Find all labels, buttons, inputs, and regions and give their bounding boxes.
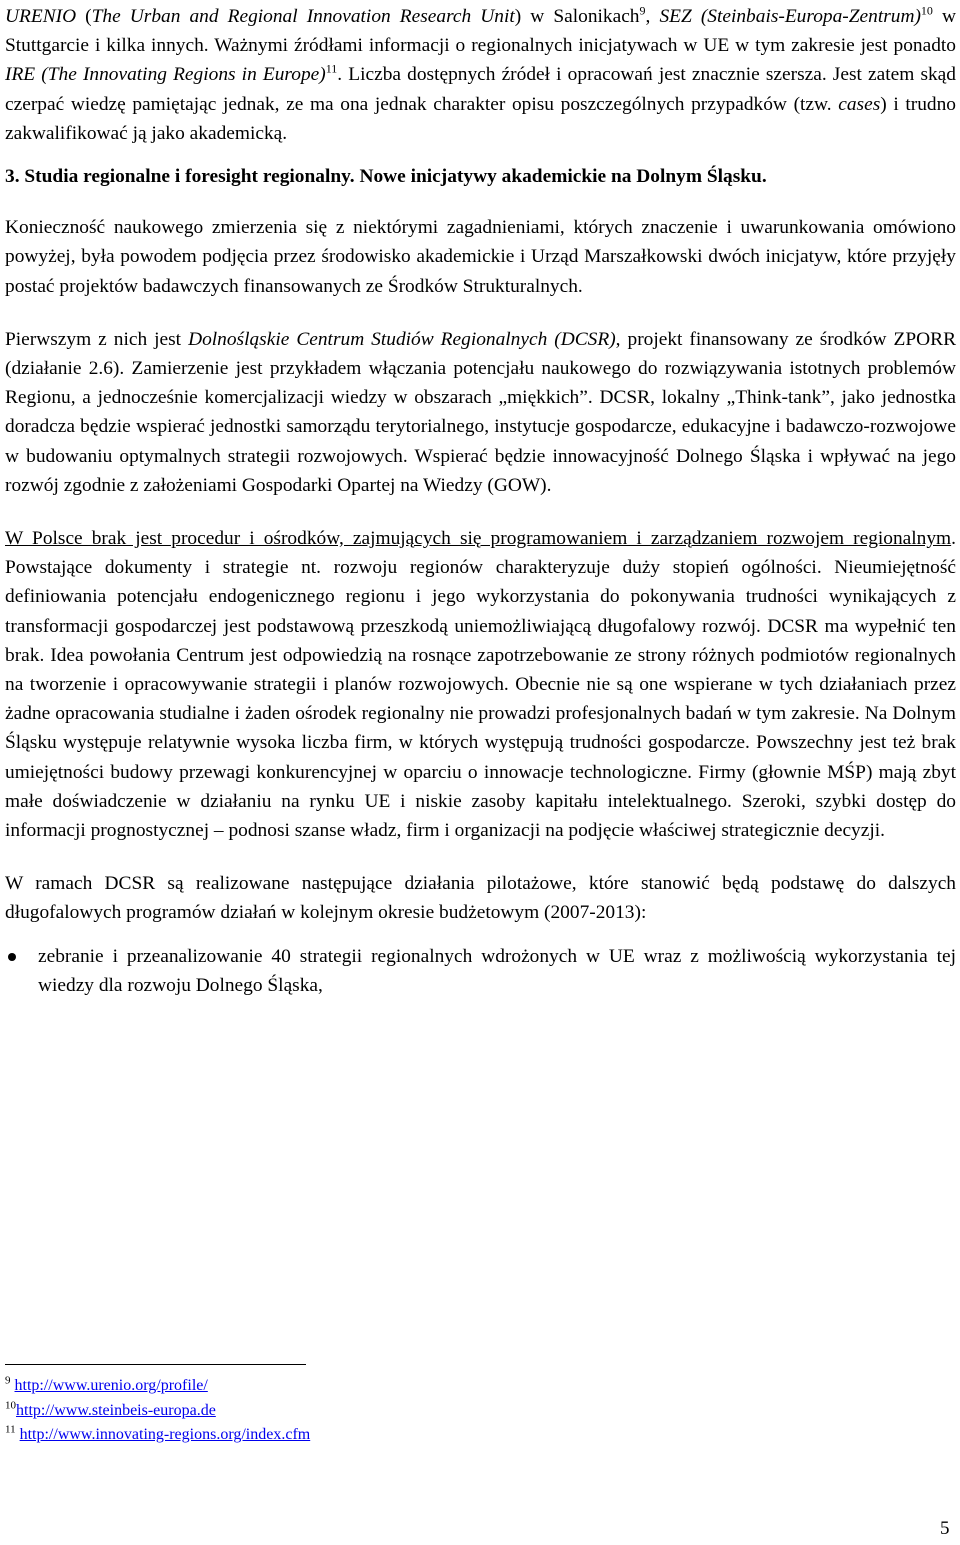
paragraph-poland <box>5 524 956 845</box>
footnote-link[interactable]: http://www.urenio.org/profile/ <box>14 1377 208 1394</box>
footnote-ref-9: 9 <box>639 3 646 18</box>
footnote-number: 9 <box>5 1374 11 1387</box>
text-run: , <box>645 6 660 27</box>
paragraph-pilot-actions: W ramach DCSR są realizowane następujące działania pilotażowe, które stanowić będą podstawę do dalszych długofalowych programów działań w kolejnym okresie budżetowym (2007-2013): <box>5 873 956 924</box>
list-item-text: zebranie i przeanalizowanie 40 strategii regionalnych wdrożonych w UE wraz z możliwością wykorzystania tej wiedzy dla rozwoju Dolnego Śląska, <box>38 945 956 996</box>
bullet-list <box>5 942 956 1000</box>
list-item <box>5 942 956 1000</box>
bullet-icon <box>8 953 16 961</box>
text-run: . Powstające dokumenty i strategie nt. rozwoju regionów charakteryzuje duży stopień ogólności. Nieumiejętność definiowania potencjału endogenicznego regionu i jego wykorzystania do pokonywania trudności wynikających z transformacji gospodarczej jest podstawową przeszkodą uniemożliwiającą długofalowy rozwój. DCSR ma wypełnić ten brak. Idea powołania Centrum jest odpowiedzią na rosnące zapotrzebowanie ze strony różnych podmiotów regionalnych na tworzenie i opracowywanie strategii i planów rozwojowych. Obecnie nie są one wspierane w tych działaniach przez żadne opracowania studialne i żaden ośrodek regionalny nie prowadzi profesjonalnych badań w tym zakresie. Na Dolnym Śląsku występuje relatywnie wysoka liczba firm, w których występują trudności gospodarcze. Powszechny jest też brak umiejętności budowy przewagi konkurencyjnej w oparciu o innowacje technologiczne. Firmy (głownie MŚP) mają zbyt małe doświadczenie w działaniu na rynku UE i niskie zasoby kapitału intelektualnego. Szeroki, szybki dostęp do informacji prognostycznej – podnosi szanse władz, firm i organizacji na podjęcie właściwej strategicznie decyzji. <box>5 528 956 842</box>
paragraph-sources <box>5 2 956 148</box>
underlined-statement: W Polsce brak jest procedur i ośrodków, zajmujących się programowaniem i zarządzaniem rozwojem regionalnym <box>5 528 952 550</box>
text-run: ) w Salonikach <box>514 6 640 27</box>
footnote-11 <box>5 1423 310 1448</box>
footnote-9 <box>5 1374 310 1399</box>
text-run: Pierwszym z nich jest <box>5 328 189 350</box>
footnote-link[interactable]: http://www.steinbeis-europa.de <box>16 1401 216 1419</box>
document-page <box>5 2 956 1000</box>
footnote-ref-11: 11 <box>325 61 338 76</box>
paragraph-intro: Konieczność naukowego zmierzenia się z niektórymi zagadnieniami, których znaczenie i uwarunkowania omówiono powyżej, była powodem podjęcia przez środowisko akademickie i Urząd Marszałkowski dwóch inicjatyw, które przyjęły postać projektów badawczych finansowanych ze Środków Strukturalnych. <box>5 217 956 297</box>
footnote-link[interactable]: http://www.innovating-regions.org/index.cfm <box>19 1426 311 1443</box>
footnote-separator <box>5 1364 306 1365</box>
cases-term: cases <box>838 93 881 115</box>
footnote-10 <box>5 1399 310 1424</box>
footnote-number: 11 <box>5 1423 16 1436</box>
urenio-fullname: The Urban and Regional Innovation Research Unit <box>91 6 515 27</box>
footnotes <box>5 1374 310 1448</box>
text-run: ( <box>76 6 92 27</box>
paragraph-dcsr <box>5 325 956 500</box>
sez-name: SEZ (Steinbais-Europa-Zentrum) <box>659 6 921 27</box>
text-run: , projekt finansowany ze środków ZPORR (działanie 2.6). Zamierzenie jest przykładem włączania potencjału naukowego do rozwiązywania istotnych problemów Regionu, a jednocześnie komercjalizacji wiedzy w obszarach „miękkich”. DCSR, lokalny „Think-tank”, jako jednostka doradcza będzie wspierać jednostki samorządu terytorialnego, instytucje gospodarcze, edukacyjne i badawczo-rozwojowe w budowaniu optymalnych strategii rozwojowych. Wspierać będzie innowacyjność Dolnego Śląska i wpływać na jego rozwój zgodnie z założeniami Gospodarki Opartej na Wiedzy (GOW). <box>5 328 956 496</box>
footnote-ref-10: 10 <box>920 3 933 18</box>
footnote-number: 10 <box>5 1399 16 1412</box>
section-heading: 3. Studia regionalne i foresight regionalny. Nowe inicjatywy akademickie na Dolnym Śląsku. <box>5 166 767 188</box>
dcsr-name: Dolnośląskie Centrum Studiów Regionalnych (DCSR) <box>188 328 616 350</box>
page-number: 5 <box>940 1518 950 1539</box>
text-run: w Stuttgarcie i kilka innych. Ważnymi źródłami informacji o regionalnych inicjatywach w UE w tym zakresie jest ponadto <box>5 6 956 57</box>
urenio-name: URENIO <box>5 6 77 27</box>
text-run: . Liczba dostępnych źródeł i opracowań jest znacznie szersza. Jest zatem skąd czerpać wiedzę pamiętając jednak, ze ma ona jednak charakter opisu poszczególnych przypadków (tzw. <box>5 64 956 115</box>
text-run: ) i trudno zakwalifikować ją jako akademicką. <box>5 93 956 144</box>
ire-name: IRE (The Innovating Regions in Europe) <box>5 64 326 86</box>
